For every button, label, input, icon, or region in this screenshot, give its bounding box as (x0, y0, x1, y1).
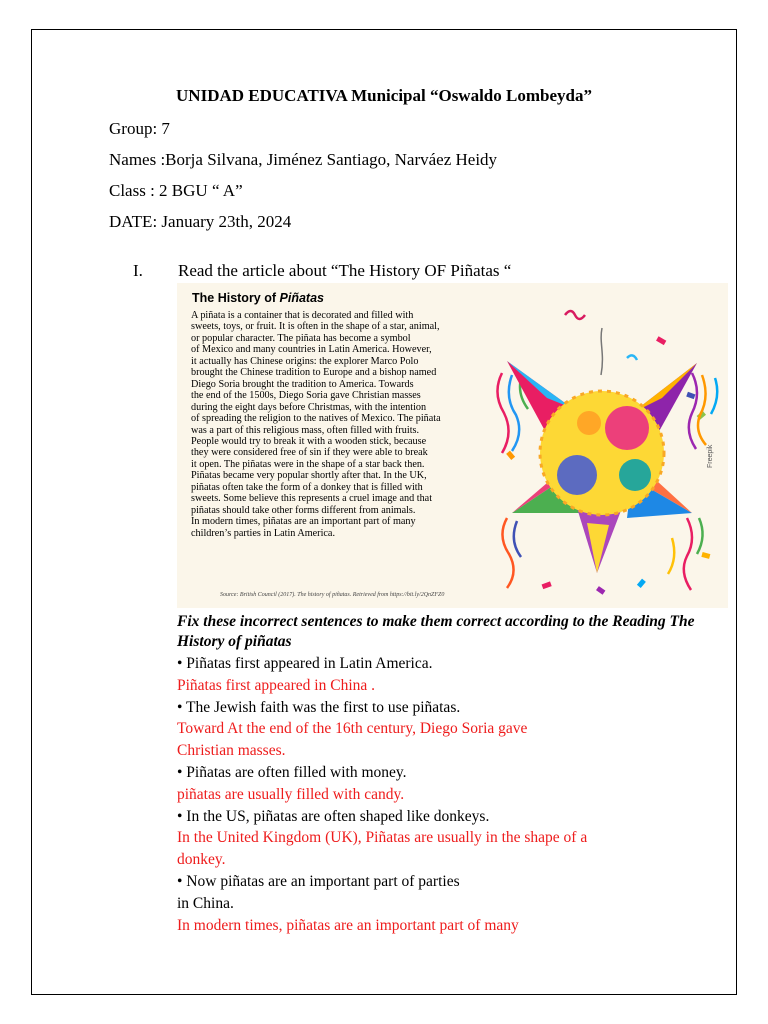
incorrect-sentence: • The Jewish faith was the first to use piñatas. (177, 698, 461, 716)
article-body-line: they were considered free of sin if they were able to break (191, 447, 428, 459)
article-body-line: was a part of this religious mass, often filled with fruits. (191, 424, 420, 436)
article-body-line: A piñata is a container that is decorated and filled with (191, 310, 414, 321)
article-title: The History of Piñatas (192, 291, 324, 305)
section-numeral: I. (133, 261, 143, 280)
article-body-line: sweets. Some believe this represents a cruel image and that (191, 493, 433, 505)
correction-line: In modern times, piñatas are an important part of many (177, 916, 519, 934)
incorrect-sentence: • Now piñatas are an important part of parties (177, 873, 460, 890)
date-line: DATE: January 23th, 2024 (109, 212, 292, 231)
incorrect-sentence: in China. (177, 894, 234, 912)
correction-line: Piñatas first appeared in China . (177, 676, 376, 694)
section-instruction: Read the article about “The History OF Piñatas “ (178, 261, 512, 280)
correction-line: Christian masses. (177, 742, 286, 760)
article-body-line: sweets, toys, or fruit. It is often in the shape of a star, animal, (191, 321, 440, 333)
class-line: Class : 2 BGU “ A” (109, 181, 243, 200)
article-body-line: brought the Chinese tradition to Europe and a bishop named (191, 367, 437, 379)
school-heading: UNIDAD EDUCATIVA Municipal “Oswaldo Lombeyda” (176, 86, 592, 105)
article-body-line: it open. The piñatas were in the shape of a star back then. (191, 458, 425, 470)
incorrect-sentence: • Piñatas are often filled with money. (177, 764, 407, 781)
exercise-instruction: Fix these incorrect sentences to make them correct according to the Reading The History of piñatas (177, 613, 695, 650)
article-body-line: In modern times, piñatas are an important part of many (191, 516, 416, 528)
article-body-line: piñatas often take the form of a donkey that is filled with (191, 481, 423, 493)
article-body-line: Piñatas became very popular shortly after that. In the UK, (191, 470, 427, 482)
article-body-line: People would try to break it with a wooden stick, because (191, 435, 427, 447)
names-line: Names :Borja Silvana, Jiménez Santiago, Narváez Heidy (109, 150, 498, 169)
star-pinata-illustration (477, 303, 727, 603)
incorrect-sentence: • In the US, piñatas are often shaped like donkeys. (177, 807, 490, 825)
article-image (177, 283, 728, 608)
correction-line: Toward At the end of the 16th century, Diego Soria gave (177, 720, 528, 738)
article-body (191, 310, 485, 539)
article-body-line: Diego Soria brought the tradition to America. Towards (191, 378, 414, 390)
correction-line: donkey. (177, 851, 226, 869)
article-body-line: children’s parties in Latin America. (191, 527, 335, 539)
incorrect-sentence: • Piñatas first appeared in Latin America. (177, 655, 433, 672)
group-line: Group: 7 (109, 119, 170, 138)
correction-line: piñatas are usually filled with candy. (177, 785, 405, 803)
article-body-line: of Mexico and many countries in Latin America. However, (191, 344, 432, 356)
article-body-line: during the eight days before Christmas, with the intention (191, 401, 427, 413)
article-source: Source: British Council (2017). The history of piñatas. Retrieved from https://bit.ly/2QnZFZ0 (220, 592, 445, 598)
image-credit: Freepik (707, 444, 714, 468)
article-body-line: of spreading the religion to the natives of Mexico. The piñata (191, 413, 441, 425)
article-body-line: it actually has Chinese origins: the explorer Marco Polo (191, 355, 419, 367)
article-body-line: or popular character. The piñata has become a symbol (191, 332, 411, 344)
correction-line: In the United Kingdom (UK), Piñatas are usually in the shape of a (177, 829, 588, 847)
article-body-line: the end of the 1500s, Diego Soria gave Christian masses (191, 390, 421, 402)
article-body-line: piñatas should take other forms different from animals. (191, 504, 416, 516)
